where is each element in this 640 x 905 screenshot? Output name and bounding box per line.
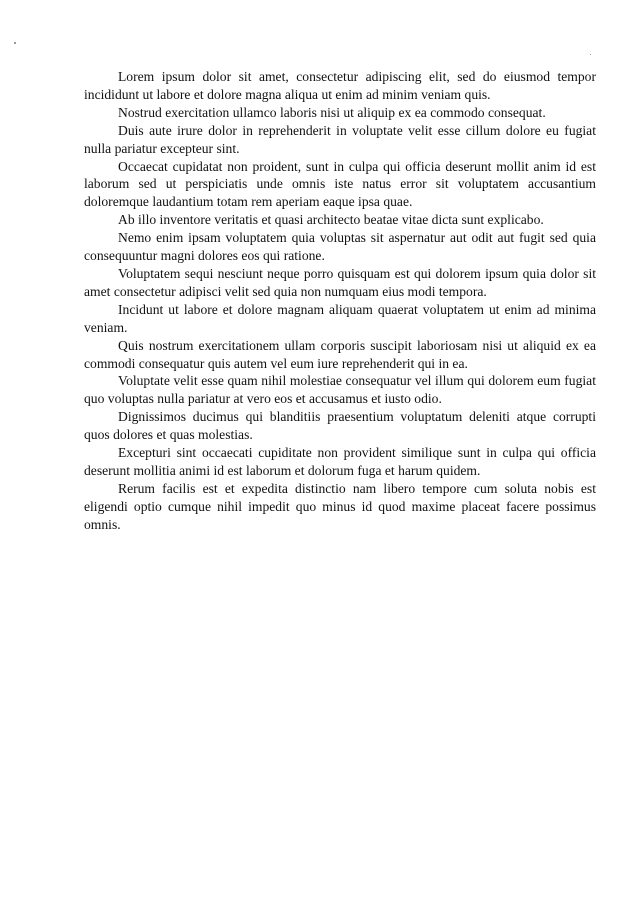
paragraph-11: Duis aute irure dolor in reprehenderit in voluptate velit esse cillum dolore eu fugiat nulla pariatur excepteur sint. [84,122,596,156]
paragraph-10: Nostrud exercitation ullamco laboris nisi ut aliquip ex ea commodo consequat. [118,104,546,120]
paragraph-15: Quis nostrum exercitationem ullam corporis suscipit laboriosam nisi ut aliquid ex ea commodi consequatur quis autem vel eum iure reprehenderit qui in ea. [84,337,596,371]
paragraph-14: Incidunt ut labore et dolore magnam aliquam quaerat voluptatem ut enim ad minima veniam. [84,301,596,335]
paragraph-11-item-2: Ab illo inventore veritatis et quasi architecto beatae vitae dicta sunt explicabo. [118,212,544,228]
scan-speck [590,54,591,55]
paragraph-17-continuation: Rerum facilis est et expedita distinctio nam libero tempore cum soluta nobis est eligendi optio cumque nihil impedit quo minus id quod maxime placeat facere possimus omnis. [84,480,596,532]
paragraph-11-item-1: Occaecat cupidatat non proident, sunt in culpa qui officia deserunt mollit anim id est laborum sed ut perspiciatis unde omnis iste natus error sit voluptatem accusantium doloremque laudantium totam rem aperiam eaque ipsa quae. [84,158,596,210]
paragraph-16-continuation: Dignissimos ducimus qui blanditiis praesentium voluptatum deleniti atque corrupti quos dolores et quas molestias. [84,409,596,443]
document-body [84,68,596,534]
scan-speck [14,42,16,44]
paragraph-9: Lorem ipsum dolor sit amet, consectetur adipiscing elit, sed do eiusmod tempor incididunt ut labore et dolore magna aliqua ut enim ad minim veniam quis. [84,69,596,102]
paragraph-16: Voluptate velit esse quam nihil molestiae consequatur vel illum qui dolorem eum fugiat quo voluptas nulla pariatur at vero eos et accusamus et iusto odio. [84,373,596,407]
paragraph-13: Voluptatem sequi nesciunt neque porro quisquam est qui dolorem ipsum quia dolor sit amet consectetur adipisci velit sed quia non numquam eius modi tempora. [84,265,596,299]
paragraph-12: Nemo enim ipsam voluptatem quia voluptas sit aspernatur aut odit aut fugit sed quia consequuntur magni dolores eos qui ratione. [84,230,596,264]
paragraph-17: Excepturi sint occaecati cupiditate non provident similique sunt in culpa qui officia deserunt mollitia animi id est laborum et dolorum fuga et harum quidem. [84,445,596,478]
